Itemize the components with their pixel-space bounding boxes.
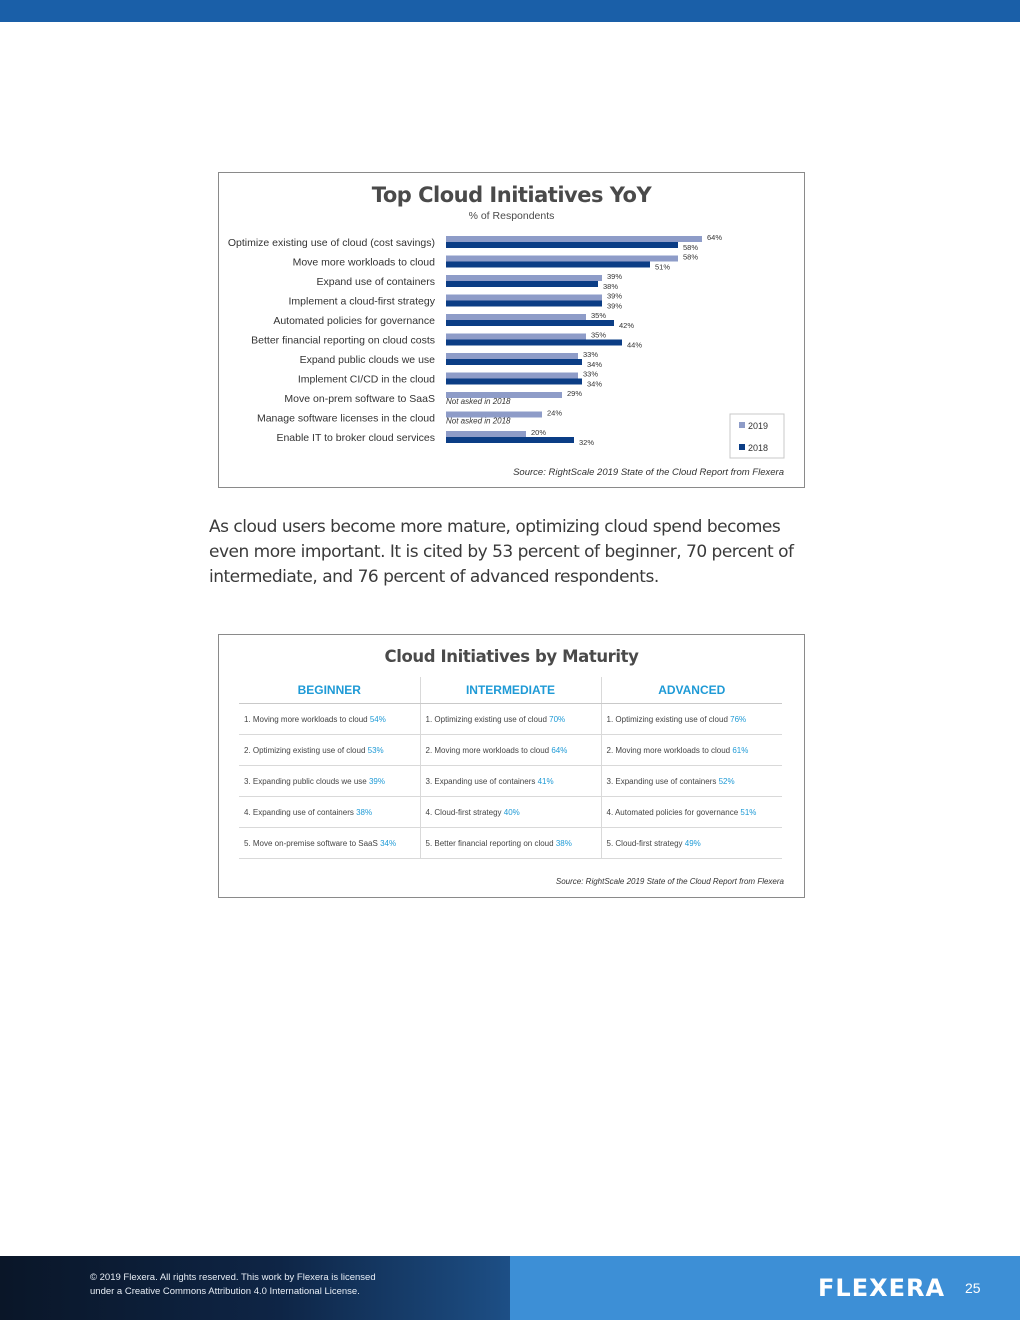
bar-2018 (446, 359, 582, 365)
data-label: 39% (607, 272, 623, 281)
top-cloud-initiatives-chart (218, 172, 805, 488)
bar-2018 (446, 379, 582, 385)
bar-2019 (446, 431, 526, 437)
table-cell (601, 704, 782, 735)
data-label: 58% (683, 252, 699, 262)
table-row (239, 828, 782, 859)
category-label: Move on-prem software to SaaS (284, 393, 435, 405)
data-label: 33% (583, 369, 599, 379)
initiative-percent: 38% (555, 838, 572, 848)
category-label: Enable IT to broker cloud services (276, 432, 435, 444)
data-label: 32% (579, 438, 595, 447)
initiative-text: 3. Expanding public clouds we use (244, 776, 367, 786)
legend-swatch-2018 (739, 444, 745, 450)
category-label: Optimize existing use of cloud (cost savings) (227, 237, 435, 249)
table-cell (420, 704, 601, 735)
maturity-table (239, 677, 782, 859)
bar-2019 (446, 334, 586, 340)
maturity-source: Source: RightScale 2019 State of the Cloud Report from Flexera (555, 877, 784, 886)
flexera-logo: FLEXERA (818, 1274, 946, 1302)
table-cell (239, 735, 420, 766)
data-label: 38% (603, 282, 619, 291)
column-header-intermediate: INTERMEDIATE (420, 677, 601, 704)
table-cell (420, 735, 601, 766)
initiative-percent: 49% (684, 838, 701, 848)
table-row (239, 766, 782, 797)
copyright-notice (90, 1271, 376, 1299)
table-row (239, 735, 782, 766)
category-label: Automated policies for governance (273, 315, 435, 327)
column-header-advanced: ADVANCED (601, 677, 782, 704)
bar-2018 (446, 262, 650, 268)
legend-label: 2019 (748, 421, 769, 431)
chart-source: Source: RightScale 2019 State of the Cloud Report from Flexera (513, 467, 784, 478)
top-bar (0, 0, 1020, 22)
category-label: Expand use of containers (316, 276, 435, 288)
data-label: 20% (531, 428, 547, 437)
bar-chart-svg (219, 173, 804, 487)
data-label: 39% (607, 301, 623, 311)
initiative-percent: 61% (732, 745, 749, 755)
data-label: 35% (591, 311, 607, 320)
maturity-title: Cloud Initiatives by Maturity (384, 647, 639, 666)
bar-2018 (446, 320, 614, 326)
data-label: 58% (683, 243, 699, 252)
not-asked-annotation: Not asked in 2018 (446, 416, 511, 426)
bar-2019 (446, 353, 578, 359)
initiative-percent: 34% (380, 838, 397, 848)
table-cell (601, 735, 782, 766)
initiative-percent: 40% (503, 807, 520, 817)
bar-2018 (446, 437, 574, 443)
table-row (239, 704, 782, 735)
maturity-table-figure (218, 634, 805, 898)
initiative-percent: 76% (730, 714, 747, 724)
initiative-text: 2. Moving more workloads to cloud (425, 745, 550, 755)
data-label: 29% (567, 389, 583, 398)
data-label: 51% (655, 262, 671, 272)
initiative-percent: 51% (740, 807, 757, 817)
initiative-percent: 38% (356, 807, 373, 817)
initiative-text: 5. Cloud-first strategy (606, 838, 683, 848)
copyright-line-2: under a Creative Commons Attribution 4.0 International License. (90, 1286, 360, 1297)
table-cell (239, 797, 420, 828)
chart-title: Top Cloud Initiatives YoY (371, 183, 652, 207)
initiative-percent: 53% (367, 745, 384, 755)
initiative-text: 3. Expanding use of containers (425, 776, 536, 786)
initiative-percent: 39% (368, 776, 385, 786)
page-footer (0, 1256, 1020, 1320)
initiative-text: 1. Moving more workloads to cloud (244, 714, 368, 724)
initiative-text: 4. Automated policies for governance (606, 807, 739, 817)
initiative-text: 2. Moving more workloads to cloud (606, 745, 731, 755)
data-label: 34% (587, 379, 603, 389)
category-label: Implement a cloud-first strategy (288, 295, 435, 308)
table-cell (601, 828, 782, 859)
bar-2018 (446, 281, 598, 287)
category-label: Expand public clouds we use (299, 354, 435, 366)
category-label: Move more workloads to cloud (292, 256, 435, 269)
initiative-text: 1. Optimizing existing use of cloud (606, 714, 728, 724)
chart-subtitle: % of Respondents (468, 210, 555, 222)
bar-2018 (446, 340, 622, 346)
table-row (239, 797, 782, 828)
initiative-text: 2. Optimizing existing use of cloud (244, 745, 366, 755)
data-label: 39% (607, 291, 623, 301)
copyright-line-1: © 2019 Flexera. All rights reserved. This work by Flexera is licensed (90, 1272, 376, 1283)
data-label: 44% (627, 340, 643, 350)
initiative-percent: 54% (369, 714, 386, 724)
legend-label: 2018 (748, 443, 769, 453)
column-header-beginner: BEGINNER (239, 677, 420, 704)
bar-2019 (446, 256, 678, 262)
initiative-percent: 64% (551, 745, 568, 755)
data-label: 42% (619, 321, 635, 330)
initiative-percent: 52% (718, 776, 735, 786)
bar-2018 (446, 301, 602, 307)
table-cell (601, 797, 782, 828)
initiative-percent: 70% (549, 714, 566, 724)
category-label: Better financial reporting on cloud costs (251, 334, 435, 347)
category-label: Implement CI/CD in the cloud (297, 373, 435, 386)
table-cell (239, 704, 420, 735)
initiative-text: 5. Better financial reporting on cloud (425, 838, 554, 848)
data-label: 35% (591, 330, 607, 340)
table-cell (420, 797, 601, 828)
data-label: 24% (547, 408, 563, 418)
bar-2019 (446, 314, 586, 320)
table-cell (601, 766, 782, 797)
bar-2018 (446, 242, 678, 248)
bar-2019 (446, 373, 578, 379)
category-label: Manage software licenses in the cloud (256, 412, 435, 425)
data-label: 33% (583, 350, 599, 359)
initiative-text: 1. Optimizing existing use of cloud (425, 714, 547, 724)
legend-swatch-2019 (739, 422, 745, 428)
initiative-text: 3. Expanding use of containers (606, 776, 717, 786)
table-header-row (239, 677, 782, 704)
bar-2019 (446, 275, 602, 281)
initiative-text: 5. Move on-premise software to SaaS (244, 838, 378, 848)
page-number: 25 (965, 1280, 981, 1296)
table-cell (239, 766, 420, 797)
table-cell (420, 766, 601, 797)
table-cell (420, 828, 601, 859)
body-paragraph: As cloud users become more mature, optimizing cloud spend becomes even more important. It is cited by 53 percent of beginner, 70 percent of intermediate, and 76 percent of advanced respondents. (209, 517, 794, 587)
data-label: 64% (707, 233, 723, 242)
initiative-text: 4. Cloud-first strategy (425, 807, 502, 817)
data-label: 34% (587, 360, 603, 369)
bar-2019 (446, 295, 602, 301)
initiative-percent: 41% (537, 776, 554, 786)
table-cell (239, 828, 420, 859)
bar-2019 (446, 236, 702, 242)
not-asked-annotation: Not asked in 2018 (446, 397, 511, 406)
initiative-text: 4. Expanding use of containers (244, 807, 354, 817)
